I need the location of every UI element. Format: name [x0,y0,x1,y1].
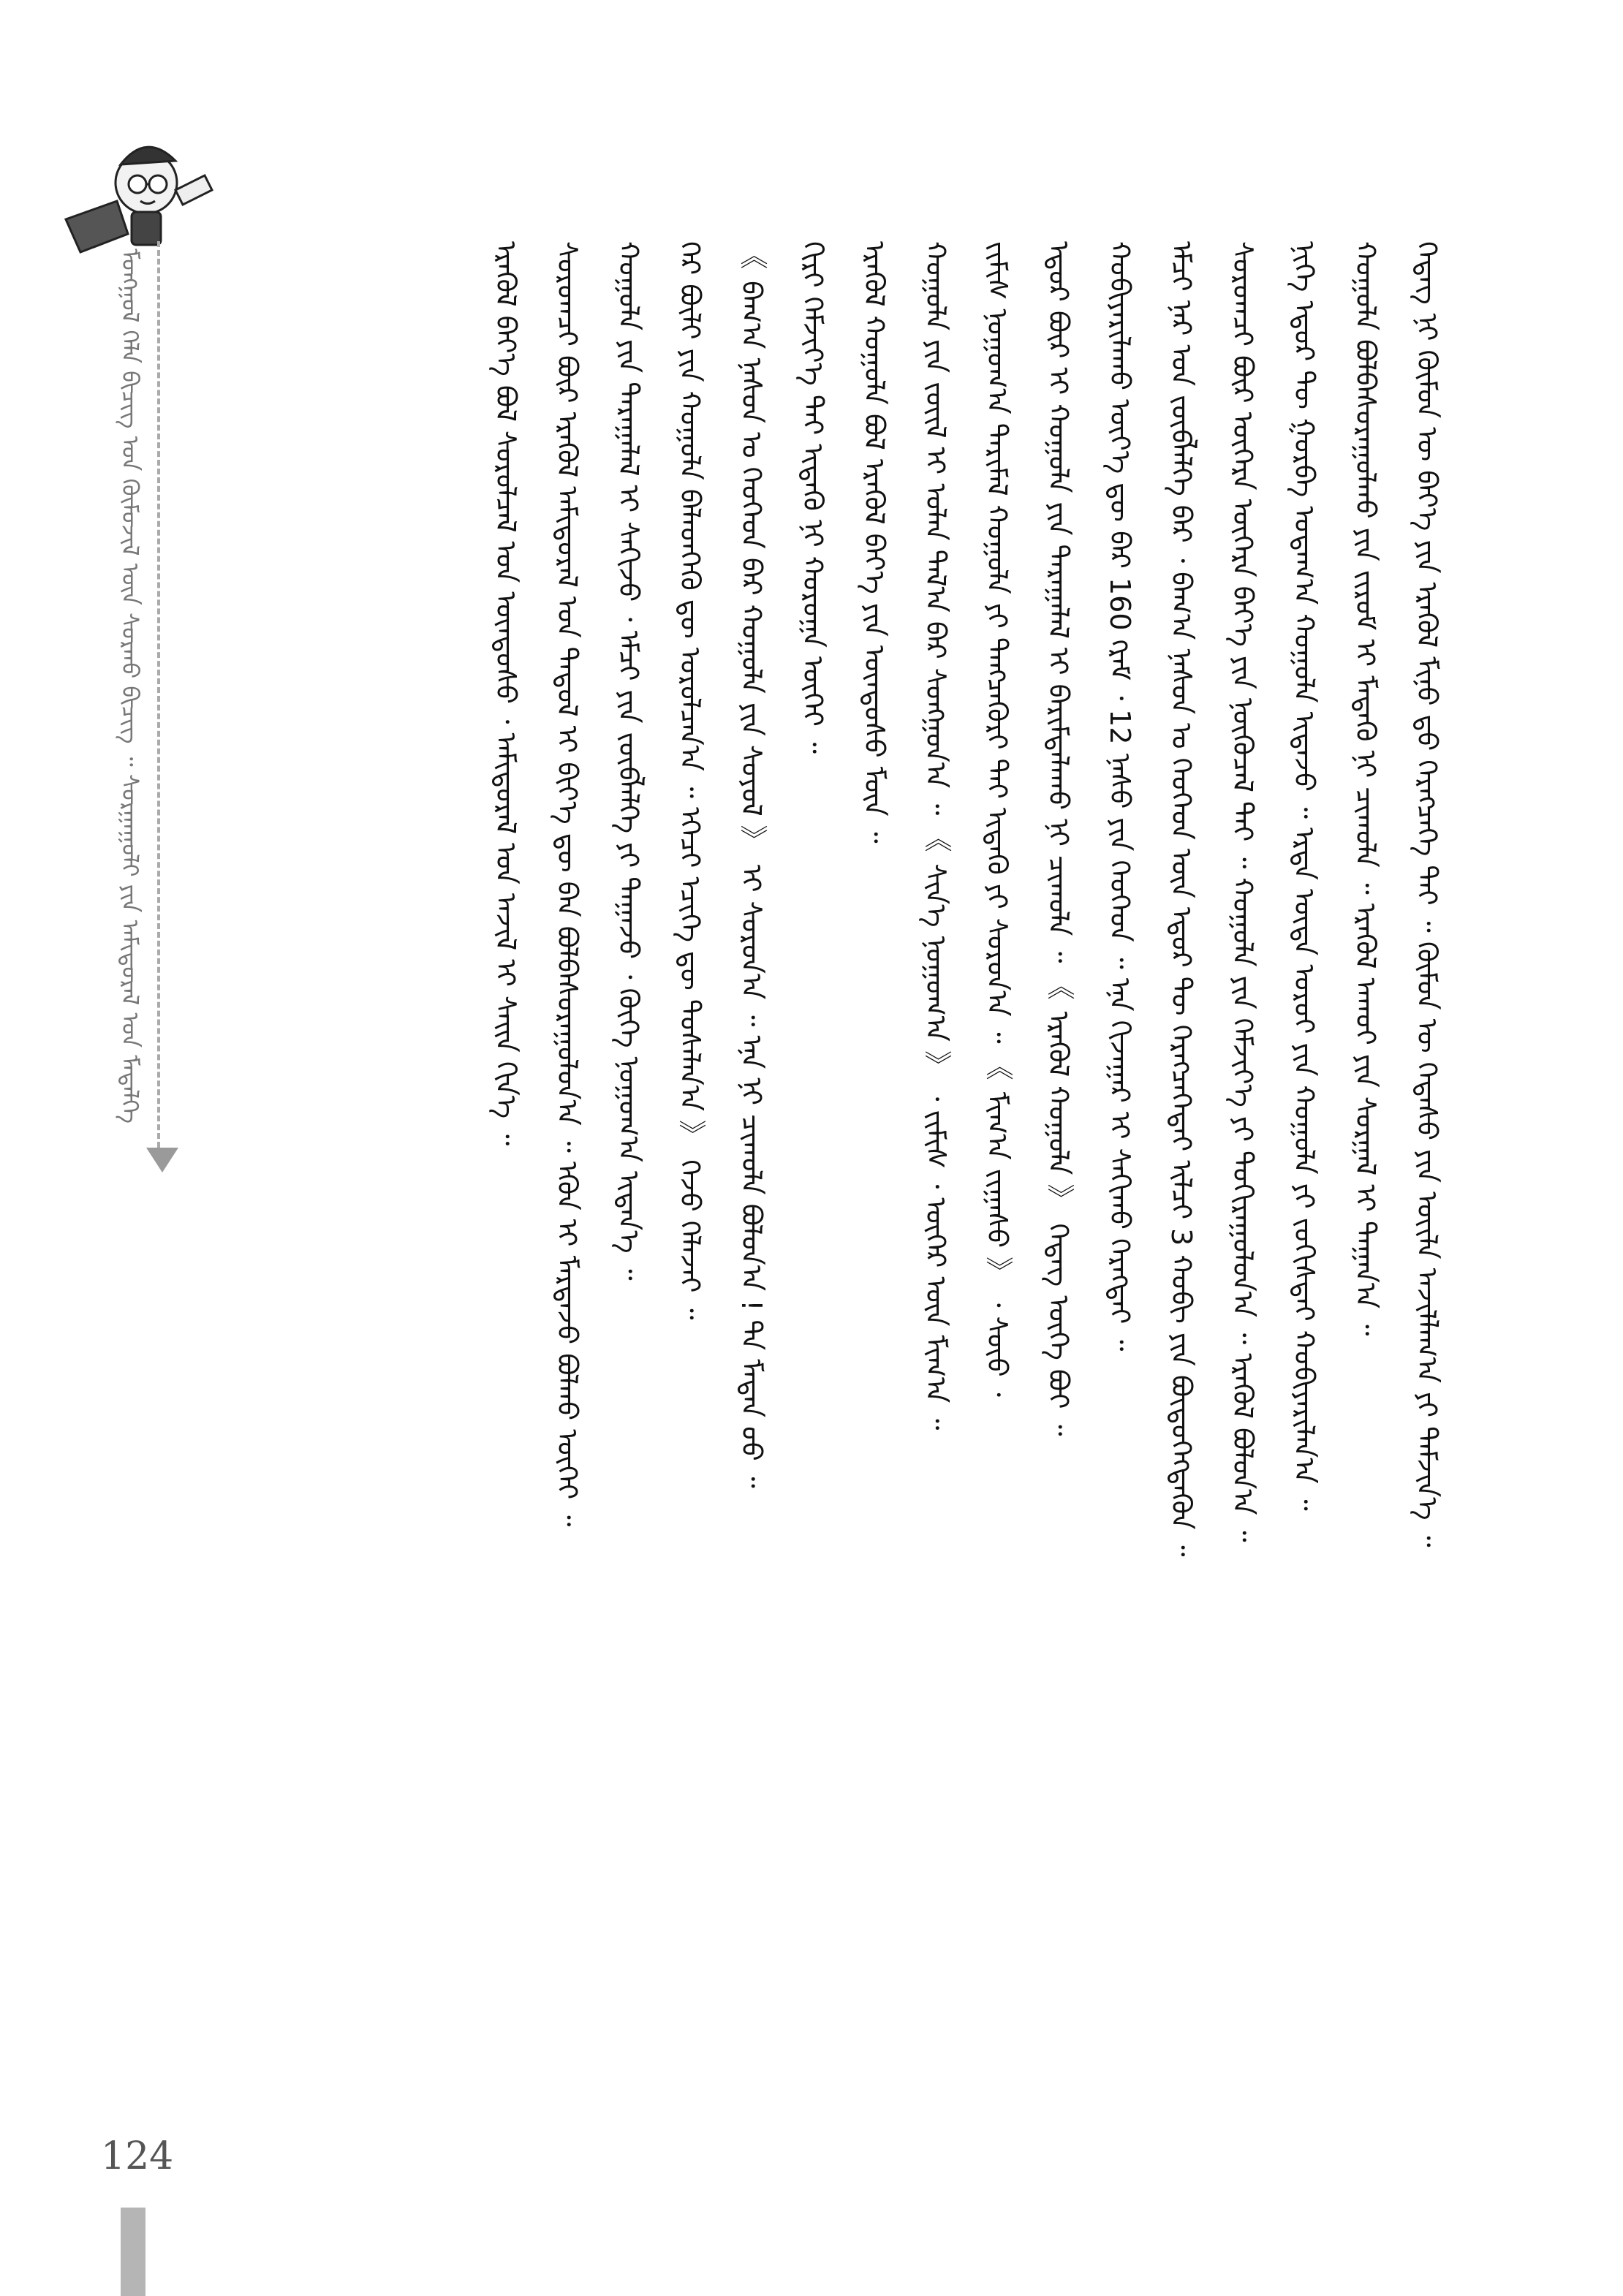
text-column: ᠡᠷᠡᠭᠦᠯ ᠪᠡᠶ᠎ᠡ ᠪᠣᠯ ᠰᠤᠷᠤᠯᠴᠠᠯ ᠤᠨ ᠦᠨᠳᠦᠰᠦ ᠂ ᠠᠮᠢᠳᠤᠷᠠᠯ ᠤᠨ ᠠᠵᠢᠯ ᠢ ᠰᠠᠢᠨ ᠬᠢᠨ᠎ᠡ ᠃ [490,241,522,1146]
text-column: ᠰᠤᠷᠤᠭᠴᠢ ᠪᠦᠷ ᠡᠷᠡᠭᠦᠯ ᠠᠮᠢᠳᠤᠷᠠᠯ ᠤᠨ ᠳᠠᠳᠤᠯ ᠢ ᠪᠢᠶ᠎ᠡ ᠳᠦ ᠪᠠᠨ ᠪᠣᠯᠪᠠᠰᠤᠷᠠᠭᠤᠯᠤᠨ᠎ᠠ ᠃ ᠡᠭᠦᠨ ᠢ ᠮᠠᠷᠲᠠᠵᠤ ᠪᠣᠯᠬᠤ ᠦᠭᠡᠢ ᠃ [551,241,583,1527]
body-text [190,241,1448,2069]
text-column: ᠬᠣᠭᠣᠯᠠ ᠶᠢᠨ ᠵᠦᠢᠯ ᠢ ᠣᠯᠠᠨ ᠲᠠᠯ᠎ᠠ ᠪᠡᠷ ᠰᠣᠩᠭᠣᠨ᠎ᠠ ᠃ 《 ᠰᠢᠨ᠎ᠡ ᠨᠤᠭᠤᠭ᠎ᠠ 》 ᠂ ᠵᠢᠮᠢᠰ ᠂ ᠦᠬᠡᠷ ᠦᠨ ᠮᠢᠬ᠎ᠠ ᠃ [920,241,952,1431]
page-number: 124 [101,2134,174,2178]
text-column: ᠵᠢᠮᠢᠰ ᠨᠣᠭᠣᠭ᠎ᠠ ᠲᠠᠷᠢᠮᠠᠯ ᠬᠣᠭᠣᠯᠠ ᠶᠢ ᠲᠡᠩᠴᠡᠭᠦᠷᠢ ᠲᠠᠢ ᠢᠳᠡᠬᠦ ᠶᠢ ᠰᠤᠷᠤᠨ᠎ᠠ ᠃ 《 ᠮᠢᠬ᠎ᠠ ᠵᠢᠭᠠᠰᠤ 》 ᠂ ᠰᠦᠦ ᠂ [981,241,1013,1398]
text-column: ᠬᠢᠷᠢ ᠬᠡᠮᠵᠢᠶ᠎ᠡ ᠲᠡᠢ ᠢᠳᠡᠬᠦ ᠨᠢ ᠬᠣᠷᠤᠭᠠ ᠦᠭᠡᠢ ᠃ [797,241,829,754]
text-column: ᠡᠷᠡᠭᠦᠯ ᠬᠣᠭᠣᠯᠠ ᠪᠣᠯ ᠡᠷᠡᠭᠦᠯ ᠪᠡᠶ᠎ᠡ ᠶᠢᠨ ᠦᠨᠳᠦᠰᠦ ᠮᠥᠨ ᠃ [858,241,890,844]
header-divider [157,241,160,1148]
page-edge-bar [121,2208,145,2296]
text-column: ᠬᠤᠪᠢᠶᠠᠷᠢᠯᠠᠬᠤ ᠦᠶ᠎ᠡ ᠳᠦ ᠪᠡᠷ 160 ᠭᠷᠠᠮ ᠂ 12 ᠨᠠᠰᠤ ᠶᠢᠨ ᠬᠡᠦᠬᠡᠳ ᠃ ᠡᠨᠡ ᠬᠢᠵᠠᠭᠠᠷ ᠢ ᠰᠠᠬᠢᠬᠤ ᠬᠡᠷᠡᠭᠲᠡᠢ ᠃ [1104,241,1136,1352]
triangle-icon [146,1148,178,1172]
text-column: 《 ᠪᠠᠭ᠎ᠠ ᠨᠠᠰᠤᠨ ᠤ ᠬᠡᠦᠬᠡᠳ ᠪᠡᠷ ᠬᠣᠭᠣᠯᠠ ᠶᠢᠨ ᠰᠣᠶᠤᠯ 》 ᠢ ᠰᠤᠷᠤᠨ᠎ᠠ ᠃ ᠡᠨᠡ ᠨᠢ ᠴᠢᠬᠤᠯᠠ ᠪᠣᠯᠤᠨ᠎ᠠ ! ᠲᠠ ᠮᠡᠳᠡᠨ ᠦᠦ ᠃ [735,241,768,1488]
text-column: ᠡᠮᠴᠢ ᠨᠠᠷ ᠤᠨ ᠵᠥᠪᠯᠡᠯᠭᠡ ᠪᠡᠷ ᠂ ᠪᠠᠭ᠎ᠠ ᠨᠠᠰᠤᠨ ᠤ ᠬᠡᠦᠬᠡᠳ ᠦᠨ ᠡᠳᠦᠷ ᠲᠦ ᠬᠡᠷᠡᠭᠴᠡᠭᠡᠲᠡᠢ ᠢᠯᠴᠢ 3 ᠬᠤᠪᠢ ᠶᠢᠨ ᠪᠦᠲᠦᠭᠡᠭᠳᠡᠬᠦᠨ ᠃ [1165,241,1198,1557]
text-column: ᠬᠣᠭᠣᠯᠠ ᠪᠣᠯᠪᠠᠰᠤᠷᠠᠭᠤᠯᠬᠤ ᠶᠢᠨ ᠵᠢᠷᠤᠮ ᠢ ᠮᠡᠳᠡᠬᠦ ᠨᠢ ᠴᠢᠬᠤᠯᠠ ᠃ ᠡᠷᠡᠭᠦᠯ ᠠᠬᠤᠢ ᠶᠢᠨ ᠰᠤᠷᠭᠠᠯ ᠢ ᠳᠠᠭᠠᠨ᠎ᠠ ᠃ [1350,241,1382,1336]
text-column: ᠨᠢᠭᠡ ᠡᠳᠦᠷ ᠲᠦ ᠭᠤᠷᠪᠠ ᠤᠳᠠᠭ᠎ᠠ ᠬᠣᠭᠣᠯᠠ ᠢᠳᠡᠵᠦ ᠃ ᠡᠷᠲᠡ ᠦᠳᠡ ᠣᠷᠦᠢ ᠶᠢᠨ ᠬᠣᠭᠣᠯᠠ ᠶᠢ ᠵᠣᠬᠢᠰᠲᠠᠢ ᠬᠤᠪᠢᠶᠠᠷᠢᠯᠠᠨ᠎ᠠ ᠃ [1288,241,1320,1511]
text-column: ᠬᠣᠭᠣᠯᠠ ᠶᠢᠨ ᠳᠠᠷᠠᠭᠠᠯᠠᠯ ᠢ ᠰᠠᠬᠢᠵᠤ ᠂ ᠡᠮᠴᠢ ᠶᠢᠨ ᠵᠥᠪᠯᠡᠯᠭᠡ ᠶᠢ ᠳᠠᠭᠠᠵᠤ ᠂ ᠬᠥᠬᠡ ᠨᠣᠭᠣᠭ᠎ᠠ ᠢᠳᠡᠨ᠎ᠡ ᠃ [613,241,645,1281]
text-column: ᠭᠡᠷ ᠪᠦᠯᠢ ᠶᠢᠨ ᠬᠣᠭᠣᠯᠠ ᠪᠡᠯᠡᠳᠬᠡᠬᠦ ᠳᠦ ᠣᠷᠣᠯᠴᠠᠨ᠎ᠠ ᠃ ᠡᠭᠡᠴᠢ ᠡᠴᠢᠭᠡ ᠳᠦ ᠲᠤᠰᠠᠯᠠᠨ᠎ᠠ 》 ᠭᠡᠵᠦ ᠬᠡᠯᠡᠵᠡᠢ ᠃ [674,241,706,1320]
running-header: ᠮᠣᠩᠭᠣᠯ ᠬᠡᠯᠡ ᠪᠢᠴᠢᠭ᠌ ᠤᠨ ᠬᠦᠮᠦᠵᠢᠯ ᠦᠨ ᠰᠤᠷᠬᠤ ᠪᠢᠴᠢᠭ ᠃ ᠰᠤᠷᠭᠠᠭᠤᠯᠢ ᠶᠢᠨ ᠠᠮᠢᠳᠤᠷᠠᠯ ᠤᠨ ᠮᠡᠳᠡᠯᠭᠡ [116,249,144,1124]
text-column: ᠰᠤᠷᠤᠭᠴᠢ ᠪᠦᠷ ᠦᠭᠡᠷᠡ ᠦᠭᠡᠷᠡ ᠪᠡᠶ᠎ᠡ ᠶᠢᠨ ᠨᠥᠬᠦᠴᠡᠯ ᠲᠡᠢ ᠃ ᠬᠣᠭᠣᠯᠠ ᠶᠢᠨ ᠬᠡᠮᠵᠢᠶ᠎ᠡ ᠶᠢ ᠲᠣᠬᠢᠷᠠᠭᠤᠯᠤᠨ᠎ᠠ ᠃ ᠡᠷᠡᠭᠦᠯ ᠪᠣᠯᠤᠨ᠎ᠠ ᠃ [1227,241,1259,1542]
text-column: ᠭᠡᠳᠡᠭ ᠨᠢ ᠬᠦᠮᠦᠨ ᠦ ᠪᠡᠶ᠎ᠡ ᠶᠢᠨ ᠡᠷᠡᠭᠦᠯ ᠮᠢᠨᠤ ᠳ᠋ᠤ ᠬᠡᠷᠡᠭᠴᠡᠭᠡ ᠲᠡᠢ ᠃ ᠬᠦᠮᠦᠨ ᠦ ᠭᠡᠳᠡᠰᠦ ᠶᠢᠨ ᠦᠢᠯᠡ ᠠᠵᠢᠯᠯᠠᠭ᠎ᠠ ᠶᠢ ᠳᠡᠮᠵᠢᠨ᠎ᠡ ᠃ [1411,241,1443,1547]
text-column: ᠡᠳᠦᠷ ᠪᠦᠷ ᠢ ᠬᠣᠭᠣᠯᠠ ᠶᠢᠨ ᠳᠠᠷᠠᠭᠠᠯᠠᠯ ᠢ ᠪᠠᠷᠢᠮᠲᠠᠯᠠᠬᠤ ᠨᠢ ᠴᠢᠬᠤᠯᠠ ᠃ 《 ᠡᠷᠡᠭᠦᠯ ᠬᠣᠭᠣᠯᠠ 》 ᠭᠡᠳᠡᠭ ᠦᠭᠡ ᠪᠣᠢ ᠃ [1043,241,1075,1436]
